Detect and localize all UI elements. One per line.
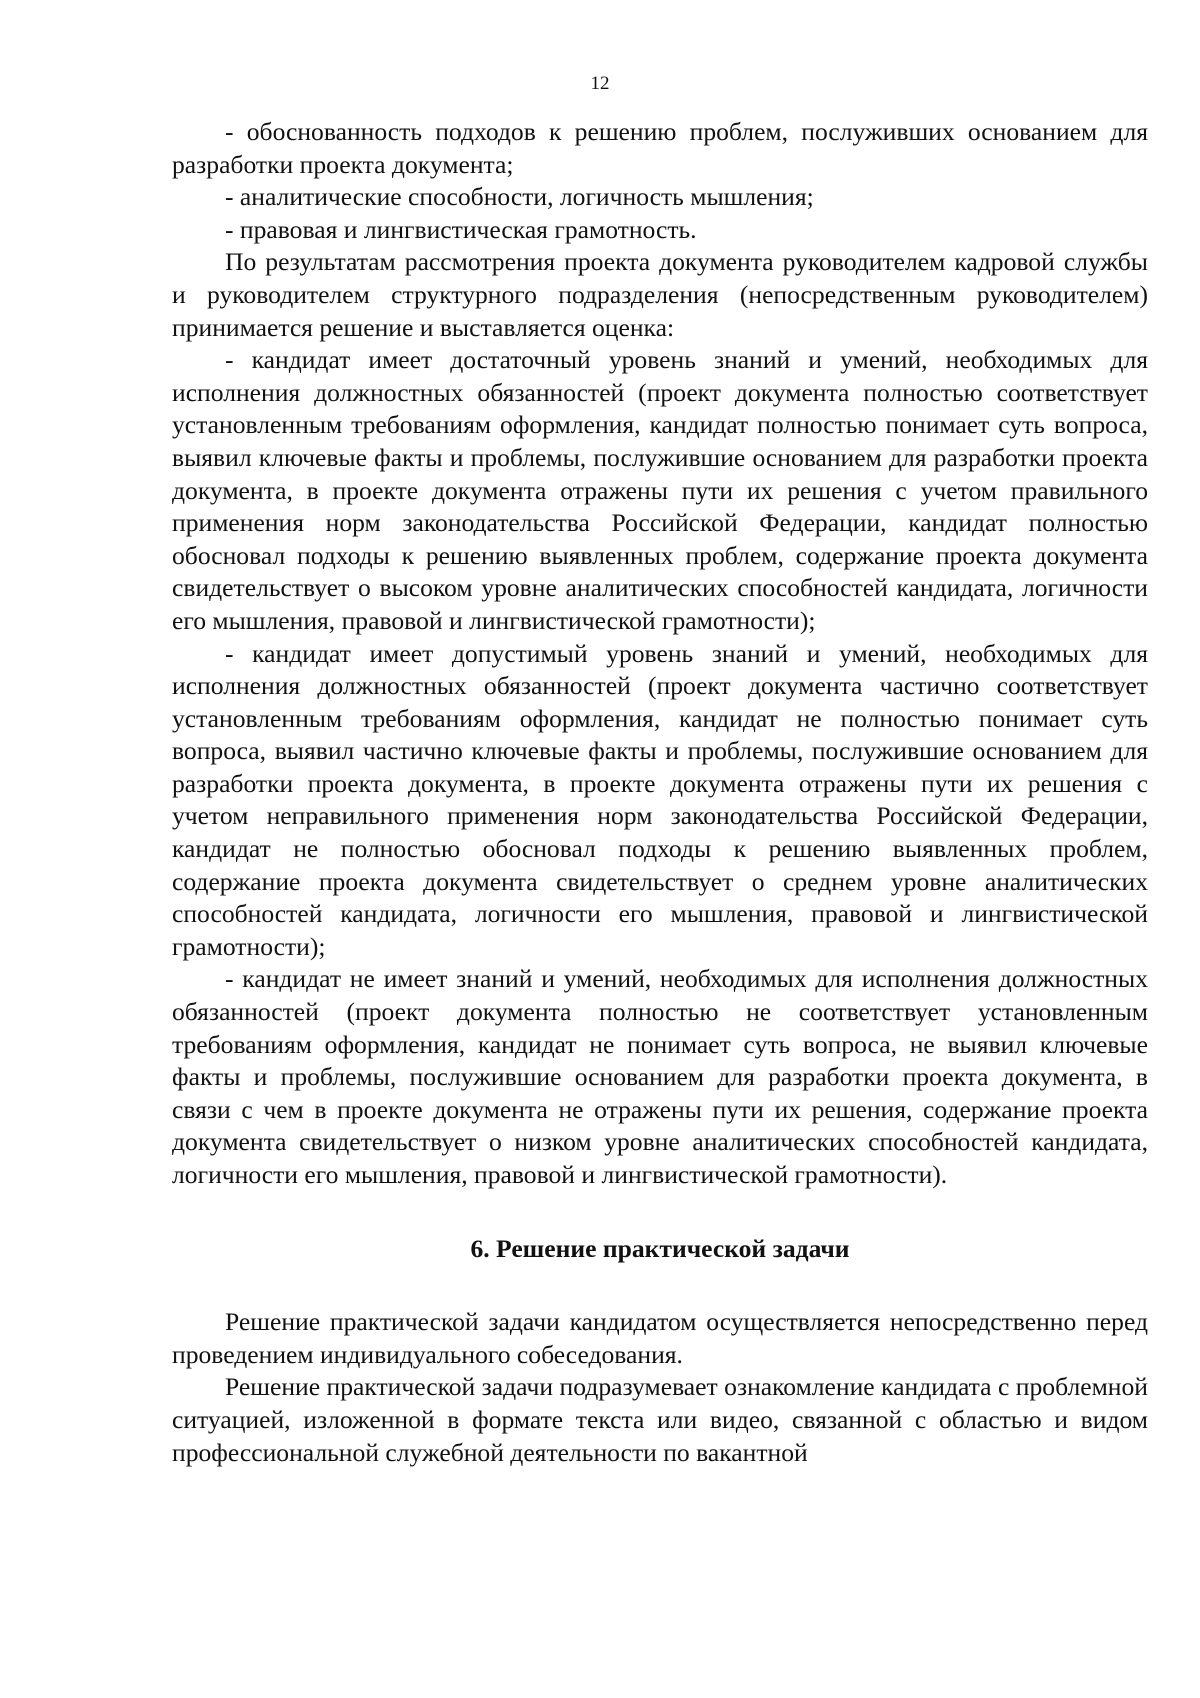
- paragraph-grade-acceptable: - кандидат имеет допустимый уровень знаний и умений, необходимых для исполнения должностных обязанностей (проект документа частично соответствует установленным требованиям оформления, кандидат не полностью понимает суть вопроса, выявил частично ключевые факты и проблемы, послужившие основанием для разработки проекта документа, в проекте документа отражены пути их решения с учетом неправильного применения норм законодательства Российской Федерации, кандидат не полностью обосновал подходы к решению выявленных проблем, содержание проекта документа свидетельствует о среднем уровне аналитических способностей кандидата, логичности его мышления, правовой и лингвистической грамотности);: [172, 638, 1148, 961]
- page-body: [172, 116, 1148, 1469]
- paragraph-grade-sufficient: - кандидат имеет достаточный уровень знаний и умений, необходимых для исполнения должностных обязанностей (проект документа полностью соответствует установленным требованиям оформления, кандидат полностью понимает суть вопроса, выявил ключевые факты и проблемы, послужившие основанием для разработки проекта документа, в проекте документа отражены пути их решения с учетом правильного применения норм законодательства Российской Федерации, кандидат полностью обосновал подходы к решению выявленных проблем, содержание проекта документа свидетельствует о высоком уровне аналитических способностей кандидата, логичности его мышления, правовой и лингвистической грамотности);: [172, 345, 1148, 635]
- paragraph-criterion-approaches: - обоснованность подходов к решению проблем, послуживших основанием для разработки проекта документа;: [172, 117, 1148, 179]
- paragraph-criterion-literacy: - правовая и лингвистическая грамотность.: [225, 214, 697, 244]
- paragraph-task-timing: Решение практической задачи кандидатом осуществляется непосредственно перед проведением индивидуального собеседования.: [172, 1307, 1148, 1369]
- section-heading: 6. Решение практической задачи: [470, 1233, 850, 1263]
- paragraph-task-description: Решение практической задачи подразумевает ознакомление кандидата с проблемной ситуацией, изложенной в формате текста или видео, связанной с областью и видом профессиональной служебной деятельности по вакантной: [172, 1372, 1148, 1467]
- paragraph-grade-insufficient: - кандидат не имеет знаний и умений, необходимых для исполнения должностных обязанностей (проект документа полностью не соответствует установленным требованиям оформления, кандидат не понимает суть вопроса, не выявил ключевые факты и проблемы, послужившие основанием для разработки проекта документа, в связи с чем в проекте документа не отражены пути их решения, содержание проекта документа свидетельствует о низком уровне аналитических способностей кандидата, логичности его мышления, правовой и лингвистической грамотности).: [172, 964, 1148, 1189]
- page-number: 12: [590, 73, 610, 94]
- paragraph-criterion-analytics: - аналитические способности, логичность мышления;: [225, 182, 814, 212]
- paragraph-evaluation-intro: По результатам рассмотрения проекта документа руководителем кадровой службы и руководителем структурного подразделения (непосредственным руководителем) принимается решение и выставляется оценка:: [172, 247, 1148, 342]
